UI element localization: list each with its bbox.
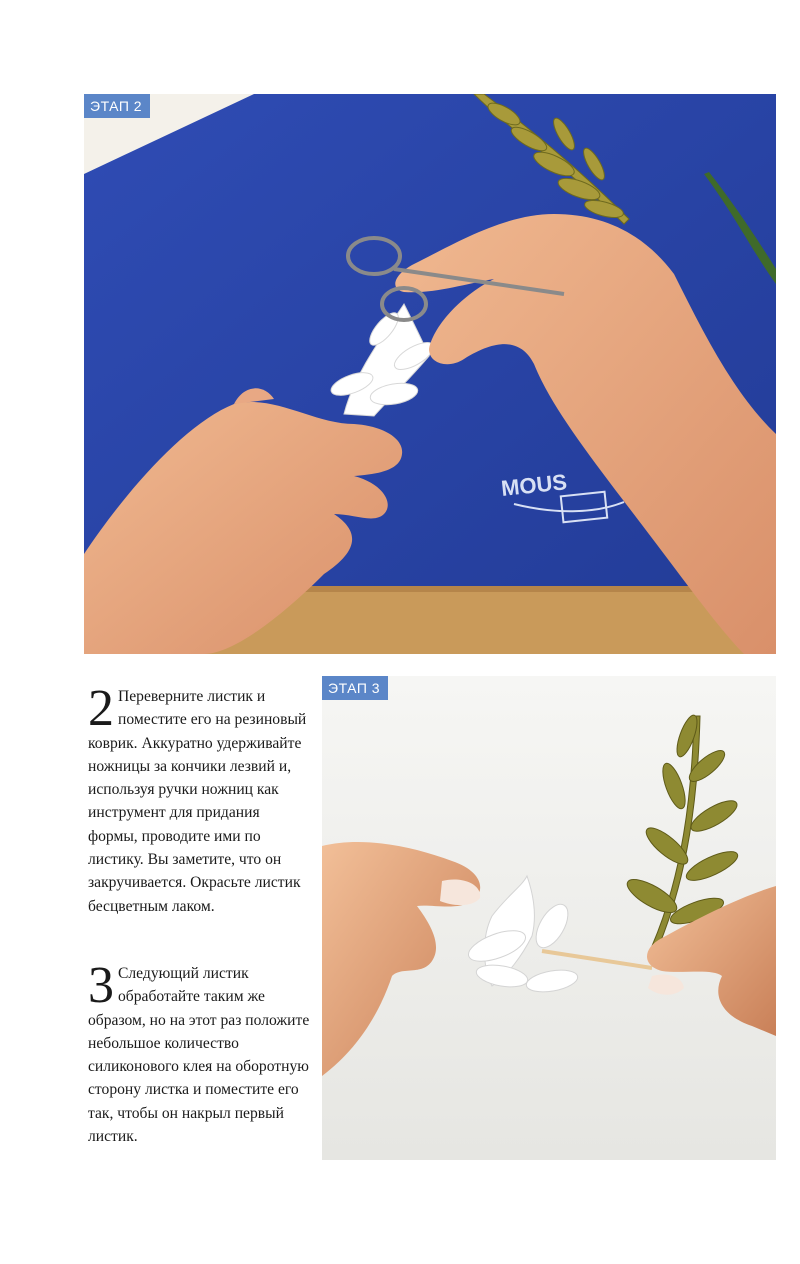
step2-number: 2 [88, 680, 114, 737]
step3-number: 3 [88, 957, 114, 1014]
step2-photo-illustration [84, 94, 776, 654]
step3-text: Следующий листик обработайте таким же образом, но на этот раз положите небольшое количество силиконового клея на оборотную сторону листка и поместите его так, чтобы он накрыл первый листик. [88, 965, 310, 1146]
step2-instructions [88, 680, 312, 918]
step3-photo [322, 676, 776, 1160]
mat-logo-text: MOUS [499, 469, 569, 501]
step3-photo-illustration [322, 676, 776, 1160]
step2-text: Переверните листик и поместите его на резиновый коврик. Аккуратно удерживайте ножницы за кончики лезвий и, используя ручки ножниц как инструмент для придания формы, проводите ими по листику. Вы заметите, что он закручивается. Окрасьте листик бесцветным лаком. [88, 688, 307, 915]
step2-label: ЭТАП 2 [84, 94, 150, 118]
step3-label: ЭТАП 3 [322, 676, 388, 700]
step3-instructions [88, 957, 312, 1148]
step2-photo [84, 94, 776, 654]
